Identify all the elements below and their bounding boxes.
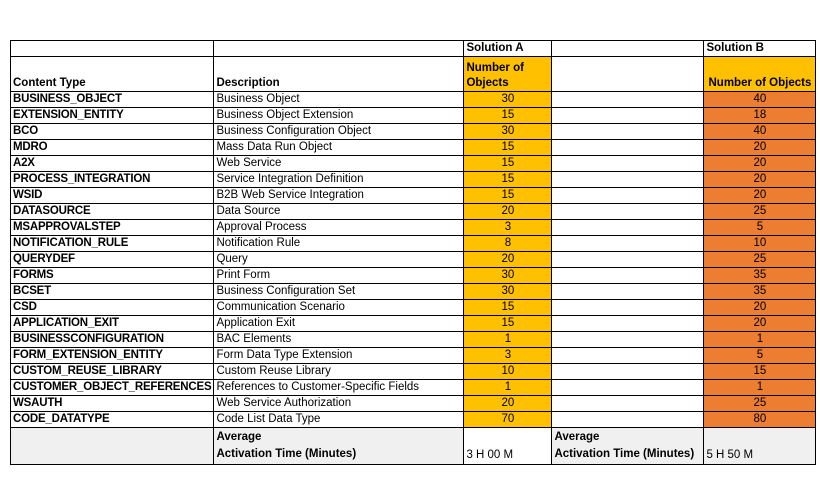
table-row bbox=[11, 108, 816, 124]
table-row bbox=[11, 188, 816, 204]
avg-activation-label-b bbox=[552, 428, 704, 465]
table-row bbox=[11, 220, 816, 236]
description-cell: Business Object Extension bbox=[214, 108, 464, 124]
gap-cell bbox=[552, 380, 704, 396]
solution-b-value: 35 bbox=[704, 268, 816, 284]
solution-b-value: 18 bbox=[704, 108, 816, 124]
solution-a-value: 15 bbox=[464, 188, 552, 204]
table-row bbox=[11, 124, 816, 140]
description-cell: Data Source bbox=[214, 204, 464, 220]
table-row bbox=[11, 252, 816, 268]
num-objects-a-line1: Number of bbox=[466, 62, 524, 74]
gap-cell bbox=[552, 172, 704, 188]
solution-b-value: 20 bbox=[704, 300, 816, 316]
description-cell: Code List Data Type bbox=[214, 412, 464, 428]
solution-b-value: 20 bbox=[704, 188, 816, 204]
gap-cell bbox=[552, 284, 704, 300]
content-type-cell: CUSTOM_REUSE_LIBRARY bbox=[11, 364, 214, 380]
content-type-cell: A2X bbox=[11, 156, 214, 172]
header-empty-cell bbox=[552, 41, 704, 57]
solution-a-value: 15 bbox=[464, 316, 552, 332]
description-cell: Application Exit bbox=[214, 316, 464, 332]
gap-cell bbox=[552, 156, 704, 172]
table-row bbox=[11, 236, 816, 252]
description-cell: Notification Rule bbox=[214, 236, 464, 252]
description-cell: Communication Scenario bbox=[214, 300, 464, 316]
content-type-cell: MSAPPROVALSTEP bbox=[11, 220, 214, 236]
header-empty-cell bbox=[11, 41, 214, 57]
solution-b-value: 20 bbox=[704, 172, 816, 188]
avg-label-b-line1: Average bbox=[554, 431, 600, 443]
gap-cell bbox=[552, 220, 704, 236]
solution-a-value: 15 bbox=[464, 140, 552, 156]
description-cell: Print Form bbox=[214, 268, 464, 284]
table-row bbox=[11, 92, 816, 108]
solution-b-value: 20 bbox=[704, 316, 816, 332]
solution-b-value: 25 bbox=[704, 204, 816, 220]
table-row bbox=[11, 172, 816, 188]
solution-a-value: 30 bbox=[464, 92, 552, 108]
description-cell: Form Data Type Extension bbox=[214, 348, 464, 364]
gap-cell bbox=[552, 316, 704, 332]
content-type-header: Content Type bbox=[11, 57, 214, 92]
description-cell: Web Service bbox=[214, 156, 464, 172]
gap-cell bbox=[552, 396, 704, 412]
solution-b-value: 1 bbox=[704, 332, 816, 348]
table-row bbox=[11, 348, 816, 364]
table-row bbox=[11, 412, 816, 428]
solution-a-value: 15 bbox=[464, 156, 552, 172]
gap-cell bbox=[552, 92, 704, 108]
gap-cell bbox=[552, 204, 704, 220]
num-objects-b-header: Number of Objects bbox=[704, 57, 816, 92]
description-cell: Web Service Authorization bbox=[214, 396, 464, 412]
solution-b-value: 35 bbox=[704, 284, 816, 300]
content-type-cell: BUSINESS_OBJECT bbox=[11, 92, 214, 108]
solution-a-value: 10 bbox=[464, 364, 552, 380]
content-type-cell: WSAUTH bbox=[11, 396, 214, 412]
avg-label-b-line2: Activation Time (Minutes) bbox=[554, 448, 695, 460]
table-row bbox=[11, 316, 816, 332]
gap-cell bbox=[552, 332, 704, 348]
gap-cell bbox=[552, 348, 704, 364]
solution-a-value: 30 bbox=[464, 268, 552, 284]
solution-b-value: 10 bbox=[704, 236, 816, 252]
footer-empty-cell bbox=[11, 428, 214, 465]
solution-b-value: 40 bbox=[704, 124, 816, 140]
solution-b-value: 40 bbox=[704, 92, 816, 108]
gap-cell bbox=[552, 364, 704, 380]
solution-a-header: Solution A bbox=[464, 41, 552, 57]
solution-b-value: 25 bbox=[704, 396, 816, 412]
table-row bbox=[11, 332, 816, 348]
description-cell: BAC Elements bbox=[214, 332, 464, 348]
content-type-cell: CUSTOMER_OBJECT_REFERENCES bbox=[11, 380, 214, 396]
comparison-table bbox=[10, 40, 816, 465]
gap-cell bbox=[552, 412, 704, 428]
gap-cell bbox=[552, 300, 704, 316]
gap-cell bbox=[552, 140, 704, 156]
gap-cell bbox=[552, 188, 704, 204]
gap-cell bbox=[552, 268, 704, 284]
solution-a-value: 15 bbox=[464, 300, 552, 316]
description-header: Description bbox=[214, 57, 464, 92]
solution-a-value: 3 bbox=[464, 348, 552, 364]
solution-a-value: 20 bbox=[464, 204, 552, 220]
solution-a-value: 70 bbox=[464, 412, 552, 428]
solution-b-value: 1 bbox=[704, 380, 816, 396]
solution-b-value: 80 bbox=[704, 412, 816, 428]
content-type-cell: FORMS bbox=[11, 268, 214, 284]
solution-b-value: 20 bbox=[704, 140, 816, 156]
table-row bbox=[11, 300, 816, 316]
description-cell: Business Configuration Set bbox=[214, 284, 464, 300]
solution-b-value: 25 bbox=[704, 252, 816, 268]
gap-cell bbox=[552, 236, 704, 252]
description-cell: B2B Web Service Integration bbox=[214, 188, 464, 204]
avg-label-a-line2: Activation Time (Minutes) bbox=[216, 448, 357, 460]
solution-b-value: 5 bbox=[704, 220, 816, 236]
solution-b-value: 15 bbox=[704, 364, 816, 380]
content-type-cell: BCO bbox=[11, 124, 214, 140]
description-cell: Service Integration Definition bbox=[214, 172, 464, 188]
table-row bbox=[11, 156, 816, 172]
solution-a-value: 8 bbox=[464, 236, 552, 252]
content-type-cell: MDRO bbox=[11, 140, 214, 156]
content-type-cell: CSD bbox=[11, 300, 214, 316]
solution-a-value: 3 bbox=[464, 220, 552, 236]
num-objects-a-line2: Objects bbox=[466, 77, 509, 89]
description-cell: Custom Reuse Library bbox=[214, 364, 464, 380]
content-type-cell: EXTENSION_ENTITY bbox=[11, 108, 214, 124]
solution-a-value: 30 bbox=[464, 124, 552, 140]
content-type-cell: PROCESS_INTEGRATION bbox=[11, 172, 214, 188]
gap-cell bbox=[552, 124, 704, 140]
header-empty-cell bbox=[214, 41, 464, 57]
solution-b-value: 5 bbox=[704, 348, 816, 364]
solution-a-value: 20 bbox=[464, 396, 552, 412]
description-cell: Business Configuration Object bbox=[214, 124, 464, 140]
solution-a-value: 1 bbox=[464, 380, 552, 396]
content-type-cell: APPLICATION_EXIT bbox=[11, 316, 214, 332]
header-row-columns bbox=[11, 57, 816, 92]
solution-a-value: 30 bbox=[464, 284, 552, 300]
description-cell: Query bbox=[214, 252, 464, 268]
content-type-cell: BCSET bbox=[11, 284, 214, 300]
avg-time-b: 5 H 50 M bbox=[704, 428, 816, 465]
header-empty-cell bbox=[552, 57, 704, 92]
avg-label-a-line1: Average bbox=[216, 431, 262, 443]
avg-activation-label-a bbox=[214, 428, 464, 465]
table-row bbox=[11, 268, 816, 284]
content-type-cell: FORM_EXTENSION_ENTITY bbox=[11, 348, 214, 364]
header-row-solutions bbox=[11, 41, 816, 57]
num-objects-a-header bbox=[464, 57, 552, 92]
table-row bbox=[11, 364, 816, 380]
gap-cell bbox=[552, 108, 704, 124]
table-row bbox=[11, 140, 816, 156]
table-row bbox=[11, 396, 816, 412]
description-cell: Business Object bbox=[214, 92, 464, 108]
solution-b-value: 20 bbox=[704, 156, 816, 172]
table-row bbox=[11, 284, 816, 300]
solution-a-value: 1 bbox=[464, 332, 552, 348]
avg-time-a: 3 H 00 M bbox=[464, 428, 552, 465]
content-type-cell: QUERYDEF bbox=[11, 252, 214, 268]
content-type-cell: WSID bbox=[11, 188, 214, 204]
table-row bbox=[11, 204, 816, 220]
content-type-cell: CODE_DATATYPE bbox=[11, 412, 214, 428]
description-cell: Approval Process bbox=[214, 220, 464, 236]
solution-a-value: 20 bbox=[464, 252, 552, 268]
gap-cell bbox=[552, 252, 704, 268]
content-type-cell: DATASOURCE bbox=[11, 204, 214, 220]
content-type-cell: NOTIFICATION_RULE bbox=[11, 236, 214, 252]
solution-b-header: Solution B bbox=[704, 41, 816, 57]
description-cell: References to Customer-Specific Fields bbox=[214, 380, 464, 396]
content-type-cell: BUSINESSCONFIGURATION bbox=[11, 332, 214, 348]
footer-row bbox=[11, 428, 816, 465]
table-row bbox=[11, 380, 816, 396]
table-body bbox=[11, 92, 816, 428]
solution-a-value: 15 bbox=[464, 172, 552, 188]
description-cell: Mass Data Run Object bbox=[214, 140, 464, 156]
solution-a-value: 15 bbox=[464, 108, 552, 124]
